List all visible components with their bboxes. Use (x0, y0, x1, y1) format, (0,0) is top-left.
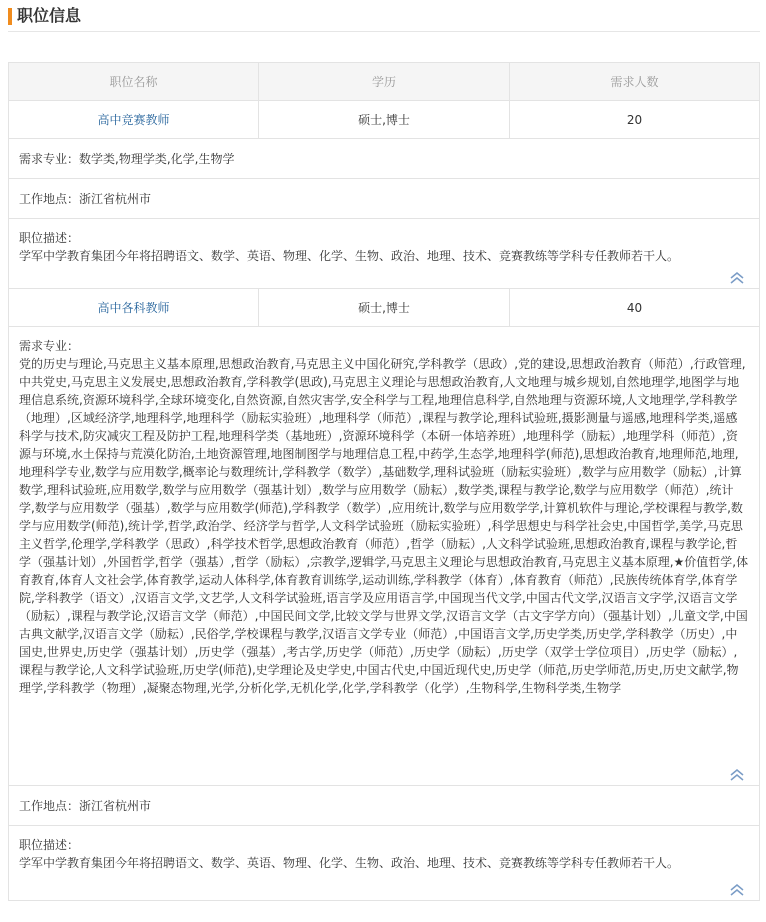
job-name-link[interactable]: 高中各科教师 (97, 301, 170, 315)
job-major-row (9, 327, 759, 786)
location-value: 浙江省杭州市 (79, 192, 152, 206)
job-major-row (9, 139, 759, 179)
table-header-row (9, 63, 759, 101)
header-degree: 学历 (259, 63, 510, 100)
header-count: 需求人数 (610, 75, 659, 89)
location-label: 工作地点： (19, 192, 80, 206)
double-chevron-up-icon[interactable] (729, 271, 745, 285)
job-description-row (9, 826, 759, 901)
job-degree: 硕士,博士 (259, 101, 510, 138)
job-name-cell (9, 101, 259, 138)
job-table (8, 62, 760, 901)
description-label: 职位描述： (19, 231, 80, 245)
location-value: 浙江省杭州市 (79, 799, 152, 813)
description-text: 学军中学教育集团今年将招聘语文、数学、英语、物理、化学、生物、政治、地理、技术、竞赛教练等学科专任教师若干人。 (19, 856, 680, 870)
double-chevron-up-icon[interactable] (729, 883, 745, 897)
job-count: 40 (626, 300, 643, 315)
job-count: 20 (626, 112, 643, 127)
job-description-row (9, 219, 759, 289)
major-label: 需求专业： (19, 339, 80, 353)
job-location-row (9, 179, 759, 219)
major-value: 数学类,物理学类,化学,生物学 (79, 152, 235, 166)
section-header (8, 4, 760, 32)
table-row (9, 101, 759, 139)
table-row (9, 289, 759, 327)
header-job-name: 职位名称 (9, 63, 259, 100)
section-title: 职位信息 (17, 6, 82, 25)
job-name-link[interactable]: 高中竞赛教师 (97, 113, 170, 127)
major-label: 需求专业： (19, 152, 80, 166)
major-value: 党的历史与理论,马克思主义基本原理,思想政治教育,马克思主义中国化研究,学科教学（思政）,党的建设,思想政治教育（师范）,行政管理,中共党史,马克思主义发展史,思想政治教育,学科教学(思政),马克思主义理论与思想政治教育,人文地理与城乡规划,自然地理学,地图学与地理信息系统,资源环境科学,全球环境变化,自然资源,自然灾害学,安全科学与工程,地理信息科学,自然地理与资源环境,人文地理学,学科教学（地理）,区域经济学,地理科学,地理科学（励耘实验班）,地理科学（师范）,课程与教学论,理科试验班,摄影测量与遥感,地理科学类,遥感科学与技术,防灾减灾工程及防护工程,地理科学类（基地班）,资源环境科学（本研一体培养班）,地理科学（励耘）,地理学科（师范）,资源与环境,水土保持与荒漠化防治,土地资源管理,地图制图学与地理信息工程,中药学,生态学,地理科学(师范),思想政治教育,地理师范,地理,地理科学专业,数学与应用数学,概率论与数理统计,学科教学（数学）,基础数学,理科试验班（励耘实验班）,数学与应用数学（励耘）,计算数学,理科试验班,应用数学,数学与应用数学（强基计划）,数学与应用数学（励耘）,数学类,课程与教学论,数学与应用数学（师范）,统计学,数学与应用数学（强基）,数学与应用数学(师范),学科教学（数学）,应用统计,数学与应用数学学,计算机软件与理论,学校课程与教学,数学与应用数学(师范),统计学,哲学,政治学、经济学与哲学,人文科学试验班（励耘实验班）,科学思想史与科学社会史,中国哲学,美学,马克思主义哲学,伦理学,学科教学（思政）,科学技术哲学,思想政治教育（师范）,哲学（励耘）,人文科学试验班,思想政治教育,课程与教学论,哲学（强基计划）,外国哲学,哲学（强基）,哲学（励耘）,宗教学,逻辑学,马克思主义理论与思想政治教育,马克思主义基本原理,★价值哲学,体育教育,体育人文社会学,体育教学,运动人体科学,体育教育训练学,运动训练,学科教学（体育）,体育教育（师范）,民族传统体育学,体育学院,学科教学（语文）,汉语言文学,文艺学,人文科学试验班,语言学及应用语言学,中国现当代文学,中国古代文学,汉语言文字学,汉语言文学（励耘）,课程与教学论,汉语言文学（师范）,中国民间文学,比较文学与世界文学,汉语言文学（古文字学方向）（强基计划）,儿童文学,中国古典文献学,汉语言文学（励耘）,民俗学,学校课程与教学,汉语言文学专业（师范）,中国语言文学,历史学类,历史学,学科教学（历史）,中国史,世界史,历史学（强基计划）,历史学（强基）,考古学,历史学（师范）,历史学（励耘）,历史学（双学士学位项目）,历史学（励耘）,课程与教学论,人文科学试验班,历史学(师范),史学理论及史学史,中国古代史,中国近现代史,历史学（师范,历史学师范,历史,历史文献学,物理学,学科教学（物理）,凝聚态物理,光学,分析化学,无机化学,化学,学科教学（化学）,生物科学,生物科学类,生物学 (19, 357, 749, 695)
job-name-cell (9, 289, 259, 326)
location-label: 工作地点： (19, 799, 80, 813)
job-location-row (9, 786, 759, 826)
job-degree: 硕士,博士 (259, 289, 510, 326)
description-text: 学军中学教育集团今年将招聘语文、数学、英语、物理、化学、生物、政治、地理、技术、竞赛教练等学科专任教师若干人。 (19, 249, 680, 263)
section-accent-bar (8, 8, 12, 25)
description-label: 职位描述： (19, 838, 80, 852)
double-chevron-up-icon[interactable] (729, 768, 745, 782)
